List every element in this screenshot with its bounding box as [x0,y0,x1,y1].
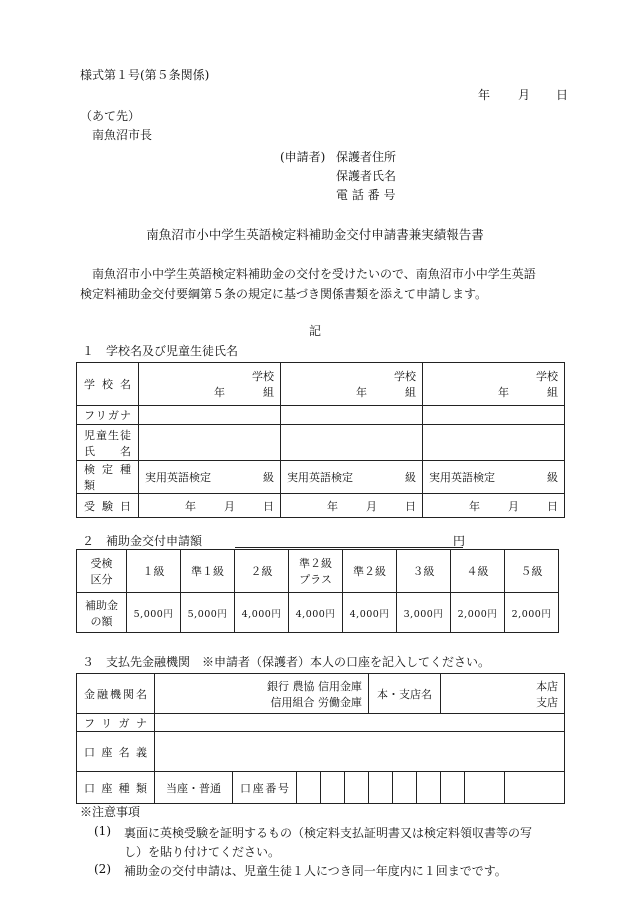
exam-date-cell[interactable]: 年 月 日 [423,494,565,518]
school-label: 学 校 名 [77,363,139,406]
grade-cell: 準２級 プラス [289,550,343,593]
bank-furigana-cell[interactable] [155,714,565,732]
account-digit[interactable] [345,772,369,804]
bank-label: 金融機関名 [77,674,155,714]
student-name-row [77,425,565,461]
amount-label: 補助金 の額 [77,593,127,633]
student-name-cell[interactable] [423,425,565,461]
exam-type-cell[interactable]: 実用英語検定 級 [423,461,565,494]
furigana-cell[interactable] [281,406,423,425]
account-digit[interactable] [441,772,465,804]
student-table [76,362,565,518]
amount-cell: 4,000円 [343,593,397,633]
section1-heading: １ 学校名及び児童生徒氏名 [82,344,239,358]
amount-row [77,593,559,633]
notes-heading: ※注意事項 [80,805,141,819]
account-digit[interactable] [505,772,565,804]
bank-row [77,674,565,714]
grade-cell: ５級 [505,550,559,593]
exam-date-row [77,494,565,518]
furigana-label: フリガナ [77,406,139,425]
account-digit[interactable] [369,772,393,804]
account-holder-row [77,732,565,772]
intro-line-2: 検定料補助金交付要綱第５条の規定に基づき関係書類を添えて申請します。 [80,287,488,301]
note-2-line-1: 補助金の交付申請は、児童生徒１人につき同一年度内に１回までです。 [124,864,507,878]
exam-date-cell[interactable]: 年 月 日 [139,494,281,518]
grade-cell: 準１級 [181,550,235,593]
note-1-line-1: 裏面に英検受験を証明するもの（検定料支払証明書又は検定料領収書等の写 [124,826,533,840]
grade-header-label: 受検 区分 [77,550,127,593]
account-holder-cell[interactable] [155,732,565,772]
addressee-name: 南魚沼市長 [92,128,153,142]
furigana-cell[interactable] [423,406,565,425]
exam-date-label: 受 験 日 [77,494,139,518]
section3-heading: ３ 支払先金融機関 ※申請者（保護者）本人の口座を記入してください。 [82,655,491,669]
note-2-number: (2) [94,862,111,876]
applicant-address: 保護者住所 [336,150,397,164]
bank-furigana-row [77,714,565,732]
exam-date-cell[interactable]: 年 月 日 [281,494,423,518]
amount-cell: 5,000円 [127,593,181,633]
exam-type-row [77,461,565,494]
account-digit[interactable] [321,772,345,804]
student-name-cell[interactable] [139,425,281,461]
school-cell[interactable] [139,363,281,406]
student-name-cell[interactable] [281,425,423,461]
exam-type-cell[interactable]: 実用英語検定 級 [281,461,423,494]
class-unit: 組 [263,386,274,399]
account-digit[interactable] [393,772,417,804]
branch-label: 本・支店名 [369,674,441,714]
grade-unit: 年 [214,386,225,399]
date-year: 年 [478,88,491,102]
grade-unit: 年 [498,386,509,399]
grade-cell: ４級 [451,550,505,593]
class-unit: 組 [405,386,416,399]
furigana-row [77,406,565,425]
amount-cell: 3,000円 [397,593,451,633]
school-cell[interactable] [423,363,565,406]
school-cell[interactable] [281,363,423,406]
account-digit[interactable] [417,772,441,804]
applicant-phone: 電 話 番 号 [336,188,396,202]
account-type-value[interactable]: 当座・普通 [155,772,233,804]
date-month: 月 [518,88,531,102]
account-number-label: 口座番号 [233,772,297,804]
grade-cell: 準２級 [343,550,397,593]
ki-heading: 記 [308,324,321,338]
account-digit[interactable] [297,772,321,804]
class-unit: 組 [547,386,558,399]
branch-name-cell[interactable]: 本店 支店 [441,674,565,714]
amount-cell: 2,000円 [451,593,505,633]
exam-type-cell[interactable]: 実用英語検定 級 [139,461,281,494]
account-holder-label: 口座名義 [77,732,155,772]
bank-table [76,673,565,804]
note-1-line-2: し）を貼り付けてください。 [124,845,281,859]
yen-label: 円 [453,534,466,548]
document-title: 南魚沼市小中学生英語検定料補助金交付申請書兼実績報告書 [146,227,484,242]
form-number: 様式第１号(第５条関係) [80,68,210,82]
grade-unit: 年 [356,386,367,399]
addressee-label: （あて先） [80,109,141,123]
account-digit[interactable] [465,772,505,804]
amount-cell: 2,000円 [505,593,559,633]
grade-cell: ２級 [235,550,289,593]
grade-cell: １級 [127,550,181,593]
amount-underline [235,547,463,548]
furigana-cell[interactable] [139,406,281,425]
grade-cell: ３級 [397,550,451,593]
account-type-row [77,772,565,804]
amount-table [76,549,559,633]
bank-name-cell[interactable]: 銀行 農協 信用金庫 信用組合 労働金庫 [155,674,369,714]
applicant-role: (申請者) [280,150,326,164]
bank-furigana-label: フリガナ [77,714,155,732]
intro-line-1: 南魚沼市小中学生英語検定料補助金の交付を受けたいので、南魚沼市小中学生英語 [92,267,536,281]
school-unit: 学校 [252,370,274,383]
applicant-name: 保護者氏名 [336,169,397,183]
amount-cell: 4,000円 [235,593,289,633]
school-unit: 学校 [394,370,416,383]
amount-cell: 4,000円 [289,593,343,633]
amount-cell: 5,000円 [181,593,235,633]
student-name-label: 児童生徒 氏 名 [77,425,139,461]
date-day: 日 [556,88,569,102]
school-row [77,363,565,406]
school-unit: 学校 [536,370,558,383]
exam-type-label: 検 定 種 類 [77,461,139,494]
account-type-label: 口座種類 [77,772,155,804]
grade-header-row [77,550,559,593]
section2-heading: ２ 補助金交付申請額 [82,534,203,548]
note-1-number: (1) [94,824,111,838]
